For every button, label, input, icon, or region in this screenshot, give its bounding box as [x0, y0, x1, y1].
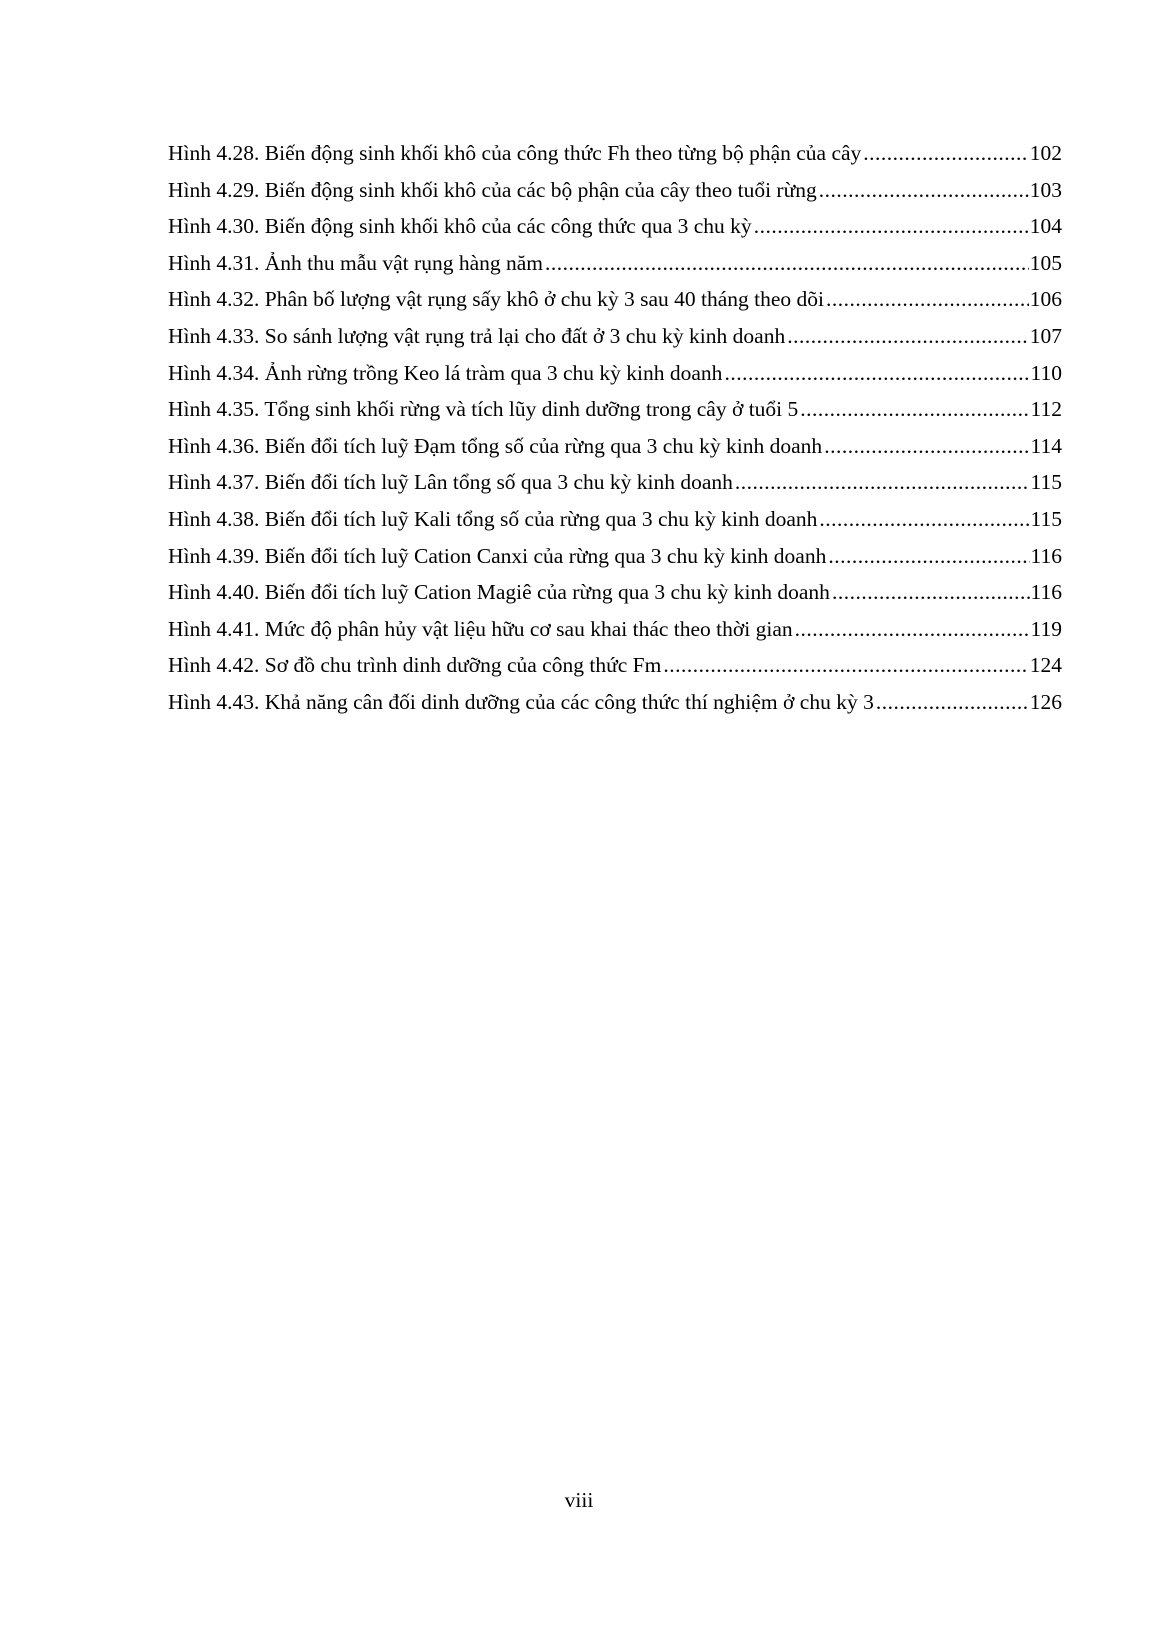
- toc-entry-title: Hình 4.43. Khả năng cân đối dinh dưỡng của các công thức thí nghiệm ở chu kỳ 3: [168, 689, 874, 714]
- toc-entry-page: 103: [1029, 177, 1062, 202]
- toc-entry-title: Hình 4.34. Ảnh rừng trồng Keo lá tràm qua 3 chu kỳ kinh doanh: [168, 360, 723, 385]
- toc-entry-title: Hình 4.31. Ảnh thu mẫu vật rụng hàng năm: [168, 250, 544, 275]
- toc-entry-title: Hình 4.39. Biến đổi tích luỹ Cation Canxi của rừng qua 3 chu kỳ kinh doanh: [168, 543, 827, 568]
- toc-entry[interactable]: [168, 647, 1062, 684]
- toc-entry-page: 116: [1030, 580, 1062, 605]
- table-of-figures: [168, 135, 1062, 721]
- dot-leader: [819, 172, 1029, 209]
- toc-entry-title: Hình 4.30. Biến động sinh khối khô của các công thức qua 3 chu kỳ: [168, 214, 752, 239]
- dot-leader: [735, 464, 1030, 501]
- dot-leader: [787, 318, 1029, 355]
- toc-entry-page: 119: [1030, 616, 1062, 641]
- toc-entry[interactable]: [168, 172, 1062, 209]
- toc-entry-title: Hình 4.38. Biến đổi tích luỹ Kali tổng số của rừng qua 3 chu kỳ kinh doanh: [168, 506, 818, 531]
- toc-entry-page: 114: [1030, 433, 1062, 458]
- toc-entry[interactable]: [168, 428, 1062, 465]
- toc-entry[interactable]: [168, 318, 1062, 355]
- toc-entry[interactable]: [168, 281, 1062, 318]
- toc-entry-page: 126: [1029, 689, 1062, 714]
- toc-entry[interactable]: [168, 684, 1062, 721]
- toc-entry-title: Hình 4.28. Biến động sinh khối khô của công thức Fh theo từng bộ phận của cây: [168, 141, 862, 165]
- toc-entry[interactable]: [168, 501, 1062, 538]
- dot-leader: [545, 245, 1029, 282]
- toc-entry-title: Hình 4.35. Tổng sinh khối rừng và tích lũy dinh dưỡng trong cây ở tuổi 5: [168, 397, 799, 422]
- dot-leader: [826, 281, 1029, 318]
- toc-entry[interactable]: [168, 135, 1062, 172]
- dot-leader: [754, 208, 1029, 245]
- dot-leader: [724, 355, 1029, 392]
- toc-entry-page: 110: [1030, 360, 1062, 385]
- toc-entry-title: Hình 4.42. Sơ đồ chu trình dinh dưỡng của công thức Fm: [168, 653, 662, 678]
- toc-entry[interactable]: [168, 464, 1062, 501]
- toc-entry-page: 115: [1030, 506, 1062, 531]
- dot-leader: [863, 135, 1028, 172]
- toc-entry-page: 116: [1030, 543, 1062, 568]
- dot-leader: [828, 538, 1029, 575]
- dot-leader: [832, 574, 1030, 611]
- dot-leader: [876, 684, 1029, 721]
- toc-entry[interactable]: [168, 611, 1062, 648]
- toc-entry-title: Hình 4.32. Phân bố lượng vật rụng sấy khô ở chu kỳ 3 sau 40 tháng theo dõi: [168, 287, 825, 312]
- toc-entry-page: 102: [1029, 141, 1062, 165]
- dot-leader: [663, 647, 1028, 684]
- toc-entry-page: 107: [1029, 323, 1062, 348]
- toc-entry-title: Hình 4.29. Biến động sinh khối khô của các bộ phận của cây theo tuổi rừng: [168, 177, 817, 202]
- toc-entry[interactable]: [168, 391, 1062, 428]
- dot-leader: [824, 428, 1029, 465]
- dot-leader: [800, 391, 1029, 428]
- toc-entry[interactable]: [168, 574, 1062, 611]
- toc-entry[interactable]: [168, 538, 1062, 575]
- toc-entry-title: Hình 4.36. Biến đổi tích luỹ Đạm tổng số của rừng qua 3 chu kỳ kinh doanh: [168, 433, 823, 458]
- toc-entry-page: 112: [1030, 397, 1062, 422]
- toc-entry[interactable]: [168, 355, 1062, 392]
- dot-leader: [819, 501, 1029, 538]
- dot-leader: [795, 611, 1030, 648]
- toc-entry-title: Hình 4.33. So sánh lượng vật rụng trả lại cho đất ở 3 chu kỳ kinh doanh: [168, 323, 786, 348]
- toc-entry-title: Hình 4.37. Biến đổi tích luỹ Lân tổng số qua 3 chu kỳ kinh doanh: [168, 470, 733, 495]
- toc-entry-page: 124: [1029, 653, 1062, 678]
- toc-entry-page: 106: [1029, 287, 1062, 312]
- page-number: viii: [564, 1488, 594, 1512]
- toc-entry[interactable]: [168, 245, 1062, 282]
- toc-entry-page: 115: [1030, 470, 1062, 495]
- toc-entry-title: Hình 4.40. Biến đổi tích luỹ Cation Magiê của rừng qua 3 chu kỳ kinh doanh: [168, 580, 830, 605]
- toc-entry[interactable]: [168, 208, 1062, 245]
- toc-entry-page: 104: [1029, 214, 1062, 239]
- toc-entry-title: Hình 4.41. Mức độ phân hủy vật liệu hữu cơ sau khai thác theo thời gian: [168, 616, 793, 641]
- toc-entry-page: 105: [1029, 250, 1062, 275]
